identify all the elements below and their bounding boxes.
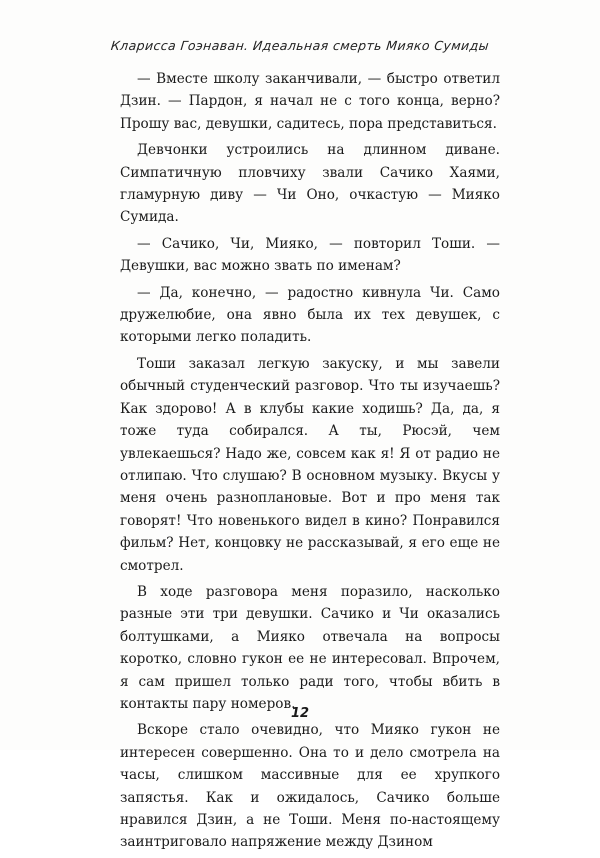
paragraph: Вскоре стало очевидно, что Мияко гукон не интересен совершенно. Она то и дело смотрела на часы, слишком массивные для ее хрупкого запястья. Как и ожидалось, Сачико больше нравился Дзин, а не Тоши. Меня по-настоящему заинтриговало напряжение между Дзином bbox=[120, 722, 500, 851]
paragraph: В ходе разговора меня поразило, насколько разные эти три девушки. Сачико и Чи оказались болтушками, а Мияко отвечала на вопросы коротко, словно гукон ее не интересовал. Впрочем, я сам пришел только ради того, чтобы вбить в контакты пару номеров. bbox=[120, 583, 500, 712]
page-number: 12 bbox=[290, 706, 310, 721]
paragraph: — Вместе школу заканчивали, — быстро ответил Дзин. — Пардон, я начал не с того конца, верно? Прошу вас, девушки, садитесь, пора представиться. bbox=[120, 71, 500, 132]
paragraph: Тоши заказал легкую закуску, и мы завели обычный студенческий разговор. Что ты изучаешь? Как здорово! А в клубы какие ходишь? Да, да, я тоже туда собирался. А ты, Рюсэй, чем увлекаешься? Надо же, совсем как я! Я от радио не отлипаю. Что слушаю? В основном музыку. Вкусы у меня очень разноплановые. Вот и про меня так говорят! Что новенького видел в кино? Понравился фильм? Нет, концовку не рассказывай, я его еще не смотрел. bbox=[120, 355, 500, 574]
paragraph: — Сачико, Чи, Мияко, — повторил Тоши. — Девушки, вас можно звать по именам? bbox=[120, 235, 500, 275]
body-text bbox=[120, 68, 500, 858]
running-head: Кларисса Гоэнаван. Идеальная смерть Мияко Сумиды bbox=[110, 38, 490, 53]
paragraph: — Да, конечно, — радостно кивнула Чи. Само дружелюбие, она явно была их тех девушек, с которыми легко поладить. bbox=[120, 284, 500, 346]
paragraph: Девчонки устроились на длинном диване. Симпатичную пловчиху звали Сачико Хаями, гламурную диву — Чи Оно, очкастую — Мияко Сумида. bbox=[120, 142, 500, 226]
